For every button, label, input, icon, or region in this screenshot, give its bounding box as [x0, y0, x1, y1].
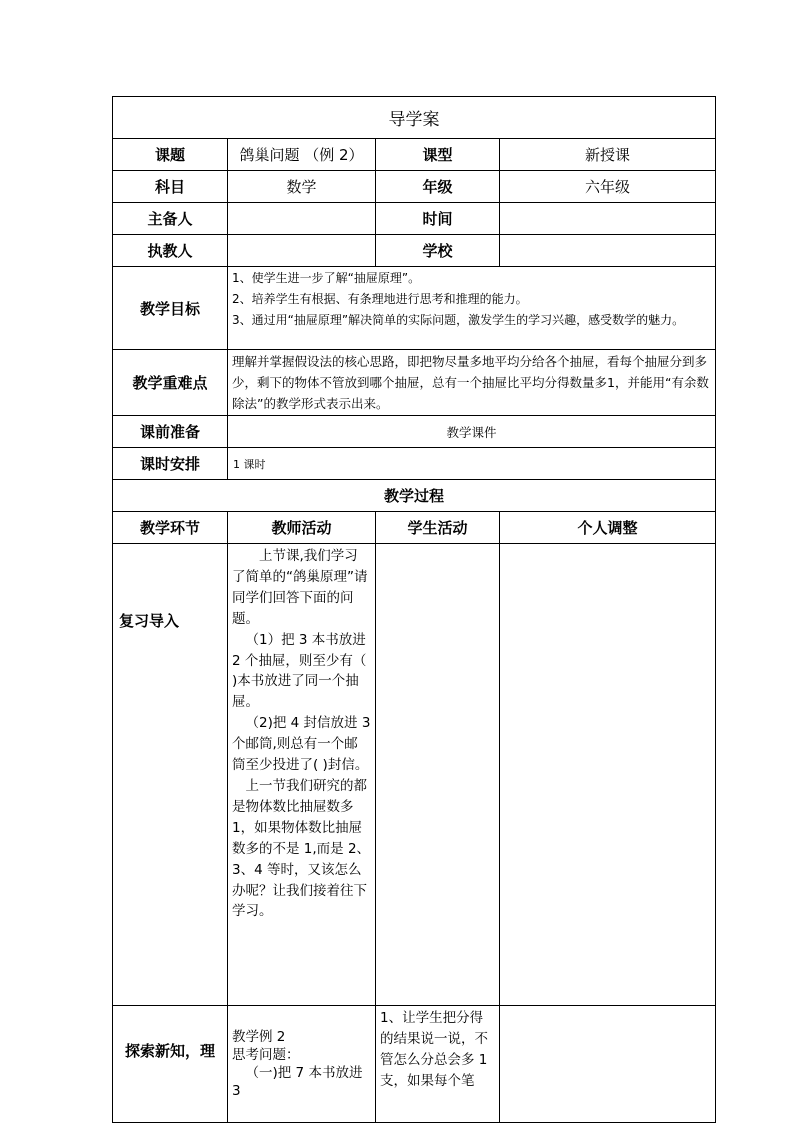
subject-label: 科目 [113, 171, 228, 203]
review-paragraph: 上一节我们研究的都是物体数比抽屉数多 1，如果物体数比抽屉数多的不是 1,而是 2、3、4 等时，又该怎么办呢？让我们接着往下学习。 [232, 777, 371, 920]
prep-label: 课前准备 [113, 416, 228, 448]
review-row [113, 544, 716, 1006]
date-label: 时间 [376, 203, 500, 235]
school-value[interactable] [500, 235, 716, 267]
difficulty-label: 教学重难点 [113, 350, 228, 416]
document-title: 导学案 [113, 97, 716, 139]
teacher-value[interactable] [228, 235, 376, 267]
info-row-subject [113, 171, 716, 203]
lesson-plan-table [112, 96, 716, 1123]
lesson-type-value: 新授课 [500, 139, 716, 171]
review-student-activity[interactable] [376, 544, 500, 1006]
review-paragraph: 上节课,我们学习了简单的“鸽巢原理”请同学们回答下面的问题。 [232, 548, 368, 627]
date-value[interactable] [500, 203, 716, 235]
hours-row [113, 448, 716, 480]
topic-label: 课题 [113, 139, 228, 171]
topic-value: 鸽巢问题 （例 2） [228, 139, 376, 171]
hours-value: 1 课时 [228, 448, 716, 480]
explore-teacher-activity [228, 1006, 376, 1123]
preparer-value[interactable] [228, 203, 376, 235]
preparer-label: 主备人 [113, 203, 228, 235]
hours-label: 课时安排 [113, 448, 228, 480]
info-row-topic [113, 139, 716, 171]
grade-label: 年级 [376, 171, 500, 203]
goals-content [228, 267, 716, 350]
explore-line: （一)把 7 本书放进 3 [232, 1065, 363, 1099]
info-row-teacher [113, 235, 716, 267]
goal-item: 3、通过用“抽屉原理”解决简单的实际问题，激发学生的学习兴趣，感受数学的魅力。 [232, 313, 685, 327]
explore-personal-adjustment[interactable] [500, 1006, 716, 1123]
review-paragraph: （2)把 4 封信放进 3 个邮筒,则总有一个邮筒至少投进了( )封信。 [232, 715, 371, 774]
review-personal-adjustment[interactable] [500, 544, 716, 1006]
prep-row [113, 416, 716, 448]
header-student-activity: 学生活动 [376, 512, 500, 544]
process-header-row [113, 512, 716, 544]
explore-line: 教学例 2 [232, 1029, 286, 1045]
review-teacher-activity [228, 544, 376, 1006]
goal-item: 1、使学生进一步了解“抽屉原理”。 [232, 271, 421, 285]
header-personal-adjustment: 个人调整 [500, 512, 716, 544]
difficulty-content: 理解并掌握假设法的核心思路，即把物尽量多地平均分给各个抽屉，看每个抽屉分到多少，剩下的物体不管放到哪个抽屉，总有一个抽屉比平均分得数量多1，并能用“有余数除法”的教学形式表示出来。 [228, 350, 716, 416]
explore-line: 思考问题： [232, 1047, 300, 1063]
explore-student-activity: 1、让学生把分得的结果说一说，不管怎么分总会多 1 支，如果每个笔 [376, 1006, 500, 1123]
process-title: 教学过程 [113, 480, 716, 512]
review-stage-label: 复习导入 [113, 544, 228, 1006]
process-title-row [113, 480, 716, 512]
teacher-label: 执教人 [113, 235, 228, 267]
goal-item: 2、培养学生有根据、有条理地进行思考和推理的能力。 [232, 292, 528, 306]
lesson-type-label: 课型 [376, 139, 500, 171]
explore-stage-label: 探索新知，理 [113, 1006, 228, 1123]
header-teacher-activity: 教师活动 [228, 512, 376, 544]
review-paragraph: （1）把 3 本书放进 2 个抽屉，则至少有（ )本书放进了同一个抽屉。 [232, 631, 367, 711]
header-stage: 教学环节 [113, 512, 228, 544]
info-row-preparer [113, 203, 716, 235]
subject-value: 数学 [228, 171, 376, 203]
goals-label: 教学目标 [113, 267, 228, 350]
difficulty-row [113, 350, 716, 416]
goals-row [113, 267, 716, 350]
grade-value: 六年级 [500, 171, 716, 203]
explore-row [113, 1006, 716, 1123]
school-label: 学校 [376, 235, 500, 267]
lesson-plan-document [112, 96, 715, 1099]
prep-value: 教学课件 [228, 416, 716, 448]
